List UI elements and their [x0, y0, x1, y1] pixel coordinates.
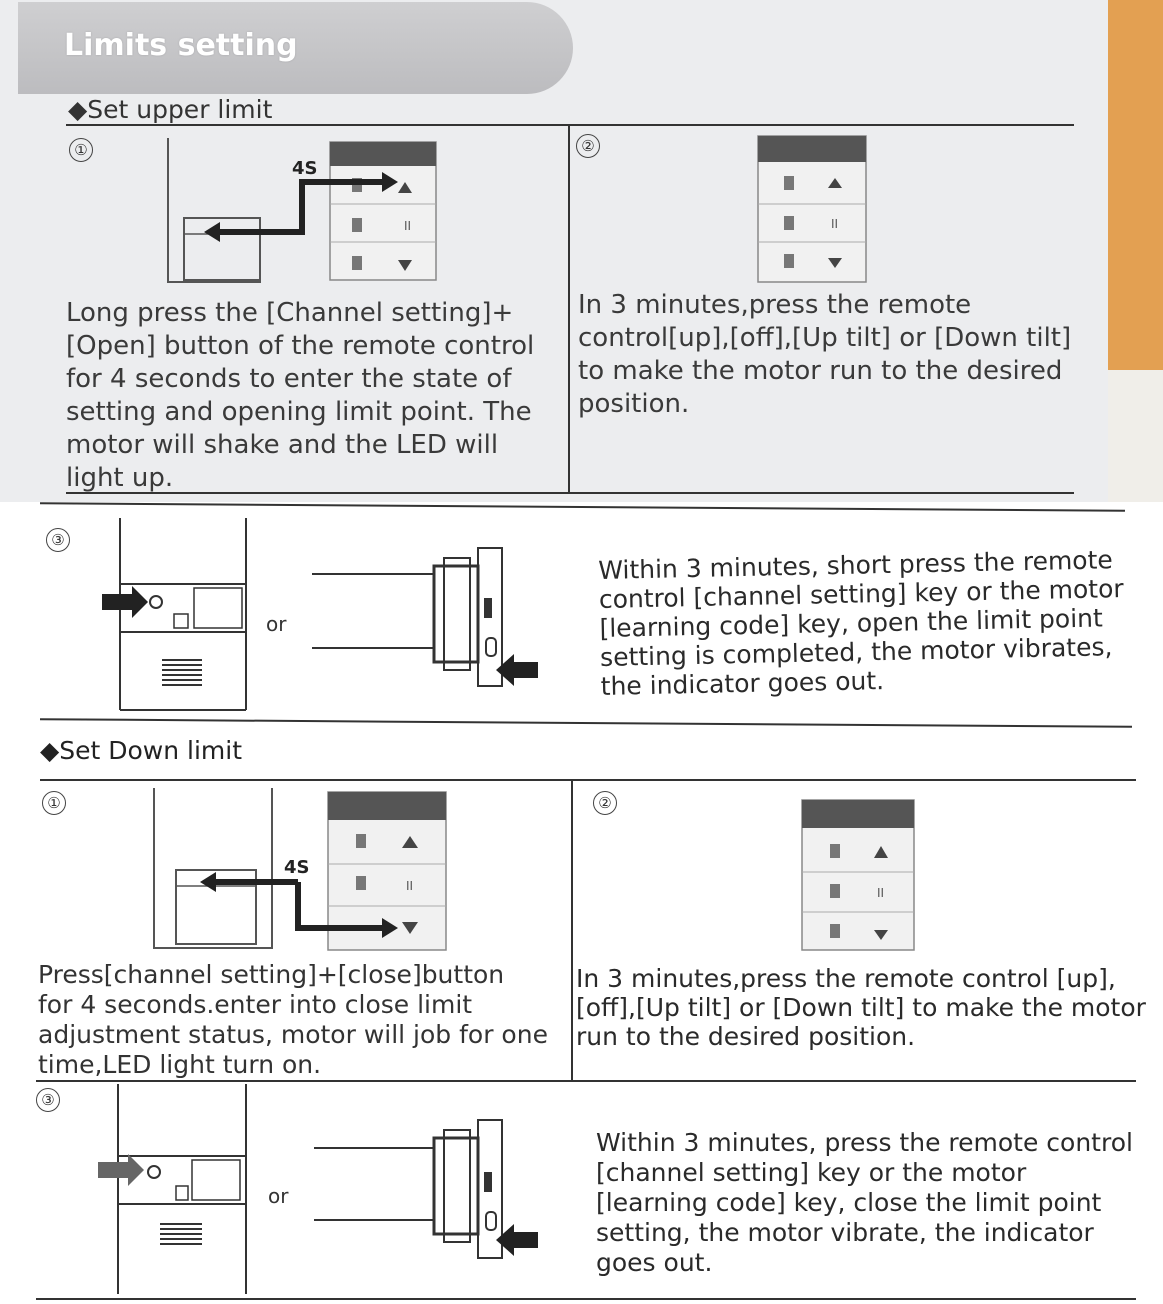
- divider: [66, 124, 1074, 126]
- divider: [40, 779, 1136, 781]
- page-title: Limits setting: [64, 28, 298, 63]
- step-number: ②: [576, 134, 600, 158]
- step-text: Within 3 minutes, short press the remote control [channel setting] key or the motor [learning code] key, open the limit point setting is completed, the motor vibrates, the indicator goes out.: [598, 545, 1124, 701]
- background-edge-light: [1108, 370, 1163, 502]
- divider: [36, 1080, 1136, 1082]
- step-text: Within 3 minutes, press the remote control [channel setting] key or the motor [learning code] key, close the limit point setting, the motor vibrate, the indicator goes out.: [596, 1128, 1133, 1277]
- divider: [40, 718, 1132, 727]
- step-number: ①: [69, 138, 93, 162]
- step-text: In 3 minutes,press the remote control [up], [off],[Up tilt] or [Down tilt] to make the motor run to the desired position.: [576, 964, 1146, 1051]
- divider: [36, 1298, 1136, 1300]
- hold-duration-label: 4S: [292, 158, 318, 179]
- step-number: ②: [593, 791, 617, 815]
- remote-control-icon: [758, 136, 870, 284]
- svg-text:II: II: [877, 886, 885, 900]
- wall-switch-icon: [96, 1084, 256, 1296]
- motor-head-icon: [310, 544, 542, 694]
- divider: [571, 779, 573, 1080]
- step-number: ③: [46, 528, 70, 552]
- divider: [40, 502, 1125, 511]
- remote-control-icon: [802, 800, 916, 952]
- svg-text:II: II: [404, 219, 412, 233]
- step-text: Long press the [Channel setting]+ [Open] button of the remote control for 4 seconds to enter the state of setting and opening limit point. The motor will shake and the LED will light up.: [66, 298, 535, 493]
- svg-text:II: II: [406, 879, 414, 893]
- section-title-down: ◆Set Down limit: [40, 736, 243, 765]
- svg-text:II: II: [831, 217, 839, 231]
- hold-duration-label: 4S: [284, 857, 310, 878]
- section-title-upper: ◆Set upper limit: [68, 95, 273, 124]
- background-edge: [1108, 0, 1163, 370]
- motor-head-icon: [312, 1116, 544, 1266]
- divider: [568, 124, 570, 492]
- step-text: Press[channel setting]+[close]button for 4 seconds.enter into close limit adjustment status, motor will job for one time,LED light turn on.: [38, 960, 548, 1079]
- or-label: or: [268, 1184, 289, 1208]
- or-label: or: [266, 612, 287, 636]
- step-number: ③: [36, 1088, 60, 1112]
- wall-switch-icon: [100, 514, 260, 714]
- step-text: In 3 minutes,press the remote control[up],[off],[Up tilt] or [Down tilt] to make the motor run to the desired position.: [578, 290, 1072, 419]
- step-number: ①: [42, 791, 66, 815]
